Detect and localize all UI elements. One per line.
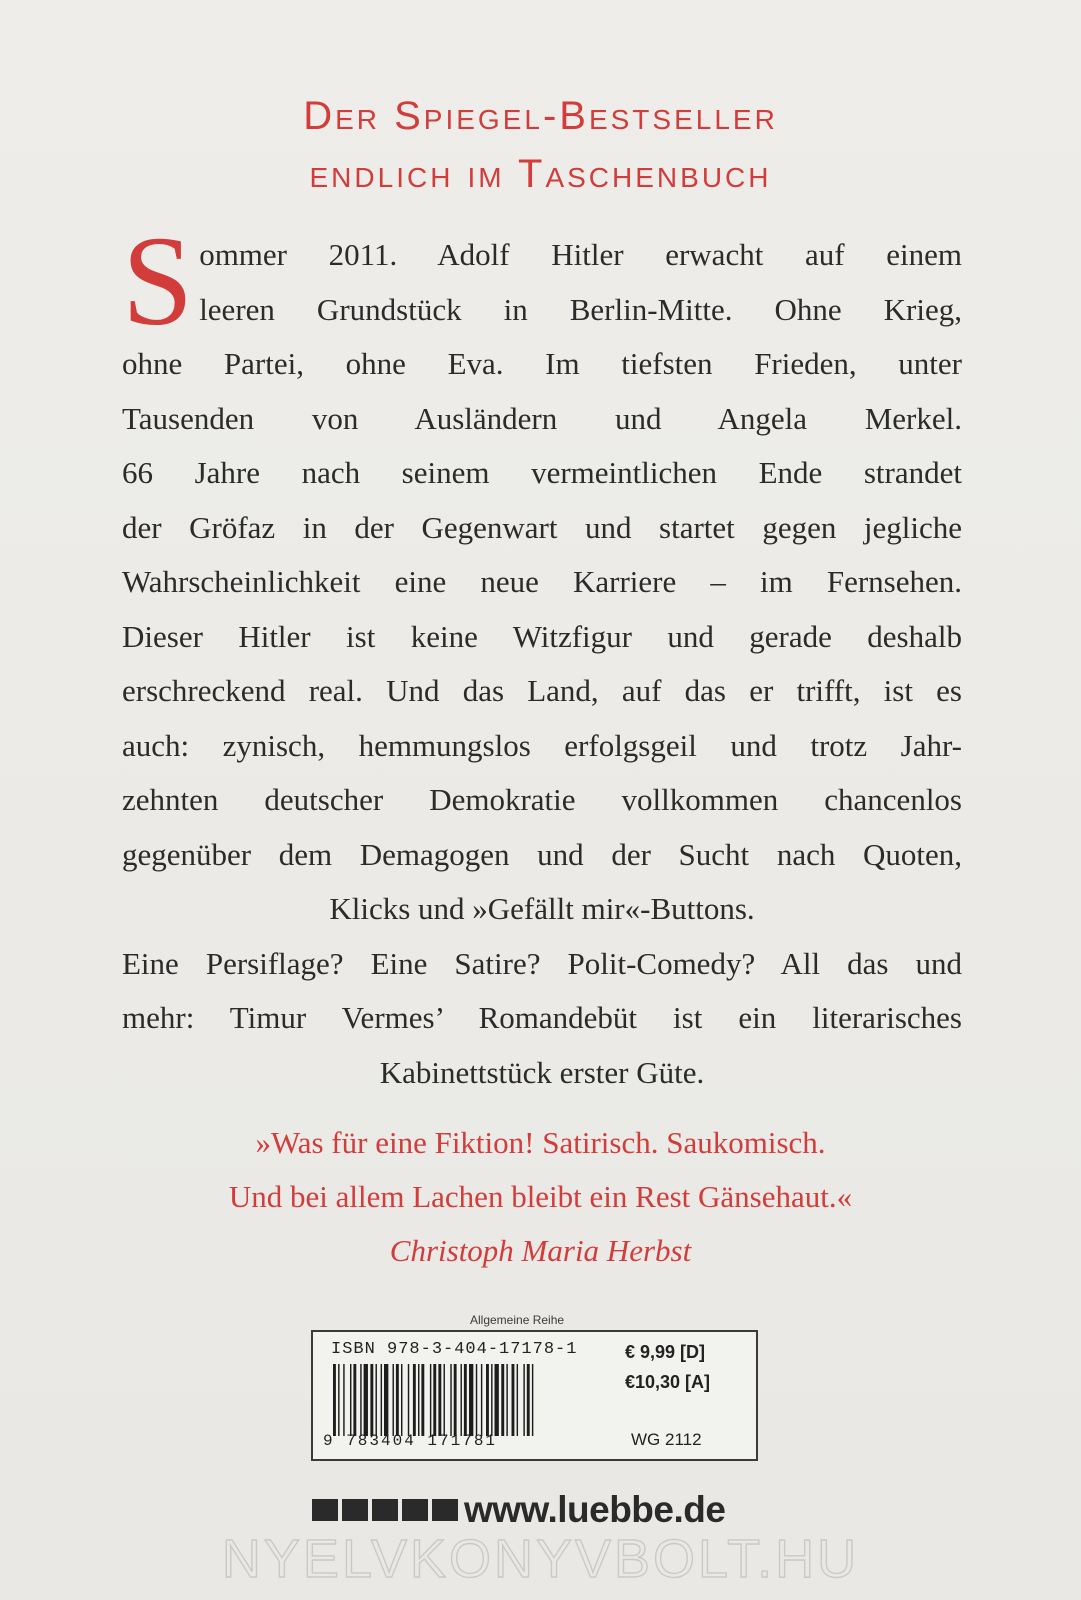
publisher-logo-squares: [312, 1499, 458, 1521]
watermark: NYELVKONYVBOLT.HU: [221, 1529, 860, 1589]
blurb-line: Eine Persiflage? Eine Satire? Polit-Comedy? All das und: [122, 945, 962, 981]
blurb-line: ohne Partei, ohne Eva. Im tiefsten Frieden, unter: [122, 346, 962, 381]
blurb-line: Wahrscheinlichkeit eine neue Karriere – im Fernsehen.: [122, 564, 962, 599]
headline-line-2: endlich im Taschenbuch: [309, 152, 772, 196]
barcode-digits: 9 783404 171781: [323, 1432, 498, 1450]
blurb-line: ommer 2011. Adolf Hitler erwacht auf einem: [199, 237, 962, 272]
blurb-line: erschreckend real. Und das Land, auf das er trifft, ist es: [122, 673, 962, 708]
blurb-line: gegenüber dem Demagogen und der Sucht nach Quoten,: [122, 836, 962, 872]
isbn-label: ISBN 978-3-404-17178-1: [331, 1340, 578, 1359]
series-label: Allgemeine Reihe: [470, 1313, 565, 1327]
barcode-icon: [333, 1364, 608, 1436]
blurb-line-centered: Klicks und »Gefällt mir«-Buttons.: [329, 891, 755, 926]
warengruppe-code: WG 2112: [631, 1430, 702, 1449]
quote-line-2: Und bei allem Lachen bleibt ein Rest Gänsehaut.«: [228, 1179, 853, 1214]
price-austria: €10,30 [A]: [625, 1372, 711, 1392]
blurb-line: Dieser Hitler ist keine Witzfigur und gerade deshalb: [122, 618, 962, 654]
website-url[interactable]: www.luebbe.de: [464, 1489, 726, 1530]
blurb-line: auch: zynisch, hemmungslos erfolgsgeil und trotz Jahr-: [122, 727, 962, 763]
headline-line-1: Der Spiegel-Bestseller: [303, 94, 778, 138]
blurb-line: leeren Grundstück in Berlin-Mitte. Ohne Krieg,: [199, 291, 962, 327]
blurb-text: [122, 210, 962, 1100]
quote-line-1: »Was für eine Fiktion! Satirisch. Saukomisch.: [255, 1125, 826, 1160]
blurb-line: 66 Jahre nach seinem vermeintlichen Ende strandet: [122, 455, 962, 490]
blurb-line: zehnten deutscher Demokratie vollkommen chancenlos: [122, 782, 962, 817]
blurb-line-centered: Kabinettstück erster Güte.: [379, 1054, 705, 1090]
dropcap-letter: S: [122, 210, 194, 352]
quote-author: Christoph Maria Herbst: [389, 1233, 692, 1268]
blurb-line: mehr: Timur Vermes’ Romandebüt ist ein literarisches: [122, 1000, 962, 1035]
barcode-box: [311, 1330, 758, 1461]
blurb-line: Tausenden von Ausländern und Angela Merkel.: [122, 400, 962, 436]
price-germany: € 9,99 [D]: [625, 1342, 706, 1362]
blurb-line: der Gröfaz in der Gegenwart und startet gegen jegliche: [122, 509, 962, 545]
publisher-website[interactable]: [312, 1490, 725, 1530]
